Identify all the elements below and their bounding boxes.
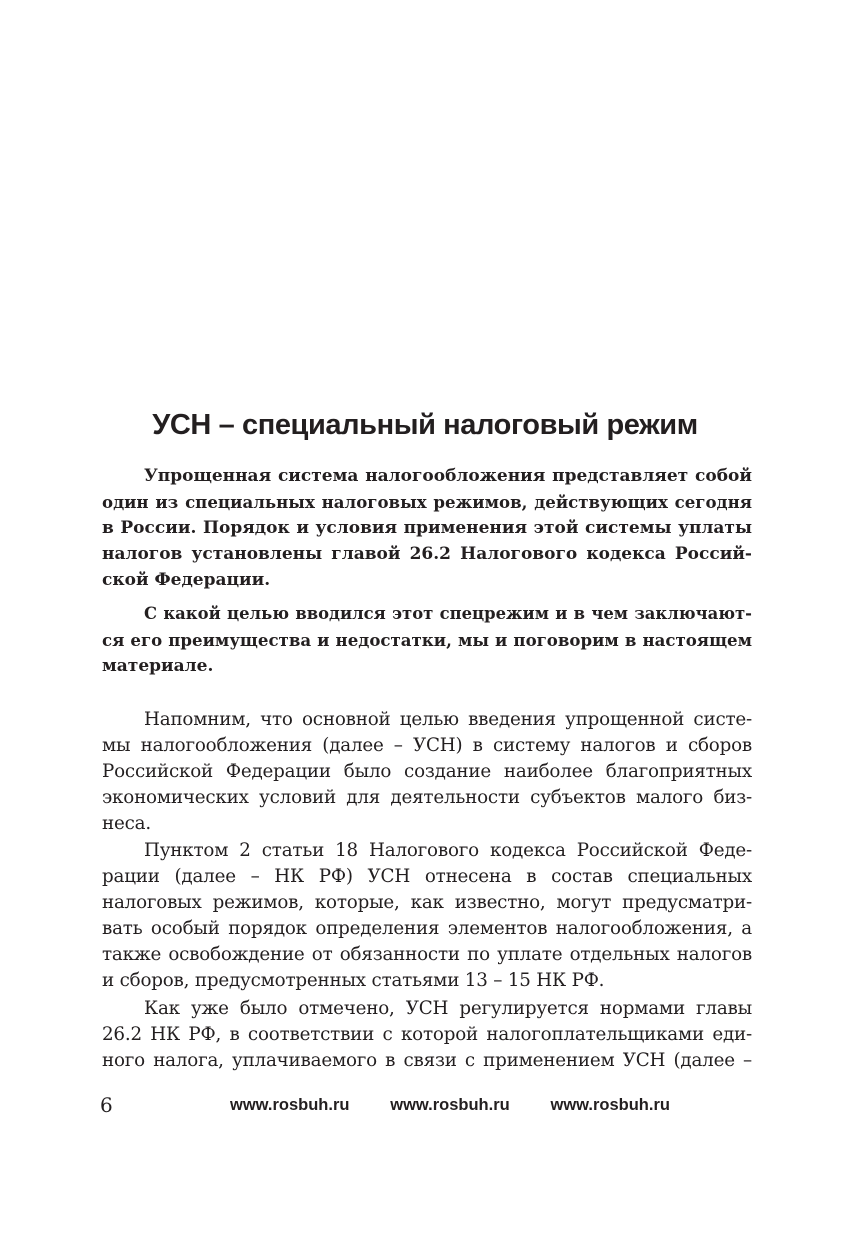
text-line: ся его преимущества и недостатки, мы и поговорим в настоящем bbox=[102, 630, 752, 651]
body-paragraph-1 bbox=[102, 707, 752, 837]
lead-paragraph-1 bbox=[102, 463, 752, 593]
text-line: и сборов, предусмотренных статьями 13 – 15 НК РФ. bbox=[102, 970, 605, 992]
text-line: налоговых режимов, которые, как известно, могут предусматри- bbox=[102, 892, 752, 914]
footer-link[interactable]: www.rosbuh.ru bbox=[390, 1096, 510, 1114]
text-line: вать особый порядок определения элементов налогообложения, а bbox=[102, 918, 752, 940]
footer-links bbox=[230, 1093, 670, 1117]
text-line: Упрощенная система налогообложения представляет собой bbox=[144, 466, 752, 486]
text-line: экономических условий для деятельности субъектов малого биз- bbox=[102, 787, 752, 809]
text-line: ного налога, уплачиваемого в связи с применением УСН (далее – bbox=[102, 1050, 752, 1072]
footer-link[interactable]: www.rosbuh.ru bbox=[550, 1096, 670, 1114]
text-line: 26.2 НК РФ, в соответствии с которой налогоплательщиками еди- bbox=[102, 1024, 752, 1046]
lead-paragraph-2 bbox=[102, 601, 752, 679]
text-line: в России. Порядок и условия применения этой системы уплаты bbox=[102, 518, 752, 539]
text-line: ской Федерации. bbox=[102, 570, 271, 591]
text-line: один из специальных налоговых режимов, действующих сегодня bbox=[102, 492, 752, 513]
text-line: материале. bbox=[102, 656, 214, 677]
text-line: Пунктом 2 статьи 18 Налогового кодекса Российской Феде- bbox=[144, 840, 752, 861]
text-line: также освобождение от обязанности по уплате отдельных налогов bbox=[102, 944, 752, 966]
text-line: рации (далее – НК РФ) УСН отнесена в состав специальных bbox=[102, 866, 752, 888]
page-number: 6 bbox=[100, 1093, 113, 1117]
text-line: Российской Федерации было создание наиболее благоприятных bbox=[102, 761, 752, 783]
text-line: Как уже было отмечено, УСН регулируется нормами главы bbox=[144, 998, 752, 1019]
text-line: С какой целью вводился этот спецрежим и в чем заключают- bbox=[144, 604, 752, 623]
text-line: мы налогообложения (далее – УСН) в систему налогов и сборов bbox=[102, 735, 752, 757]
body-paragraph-3 bbox=[102, 996, 752, 1074]
footer-link[interactable]: www.rosbuh.ru bbox=[230, 1096, 350, 1114]
body-paragraph-2 bbox=[102, 838, 752, 995]
page-title: УСН – специальный налоговый режим bbox=[152, 409, 698, 441]
text-line: Напомним, что основной целью введения упрощенной систе- bbox=[144, 709, 752, 730]
text-line: неса. bbox=[102, 813, 151, 835]
text-line: налогов установлены главой 26.2 Налогового кодекса Россий- bbox=[102, 544, 752, 565]
